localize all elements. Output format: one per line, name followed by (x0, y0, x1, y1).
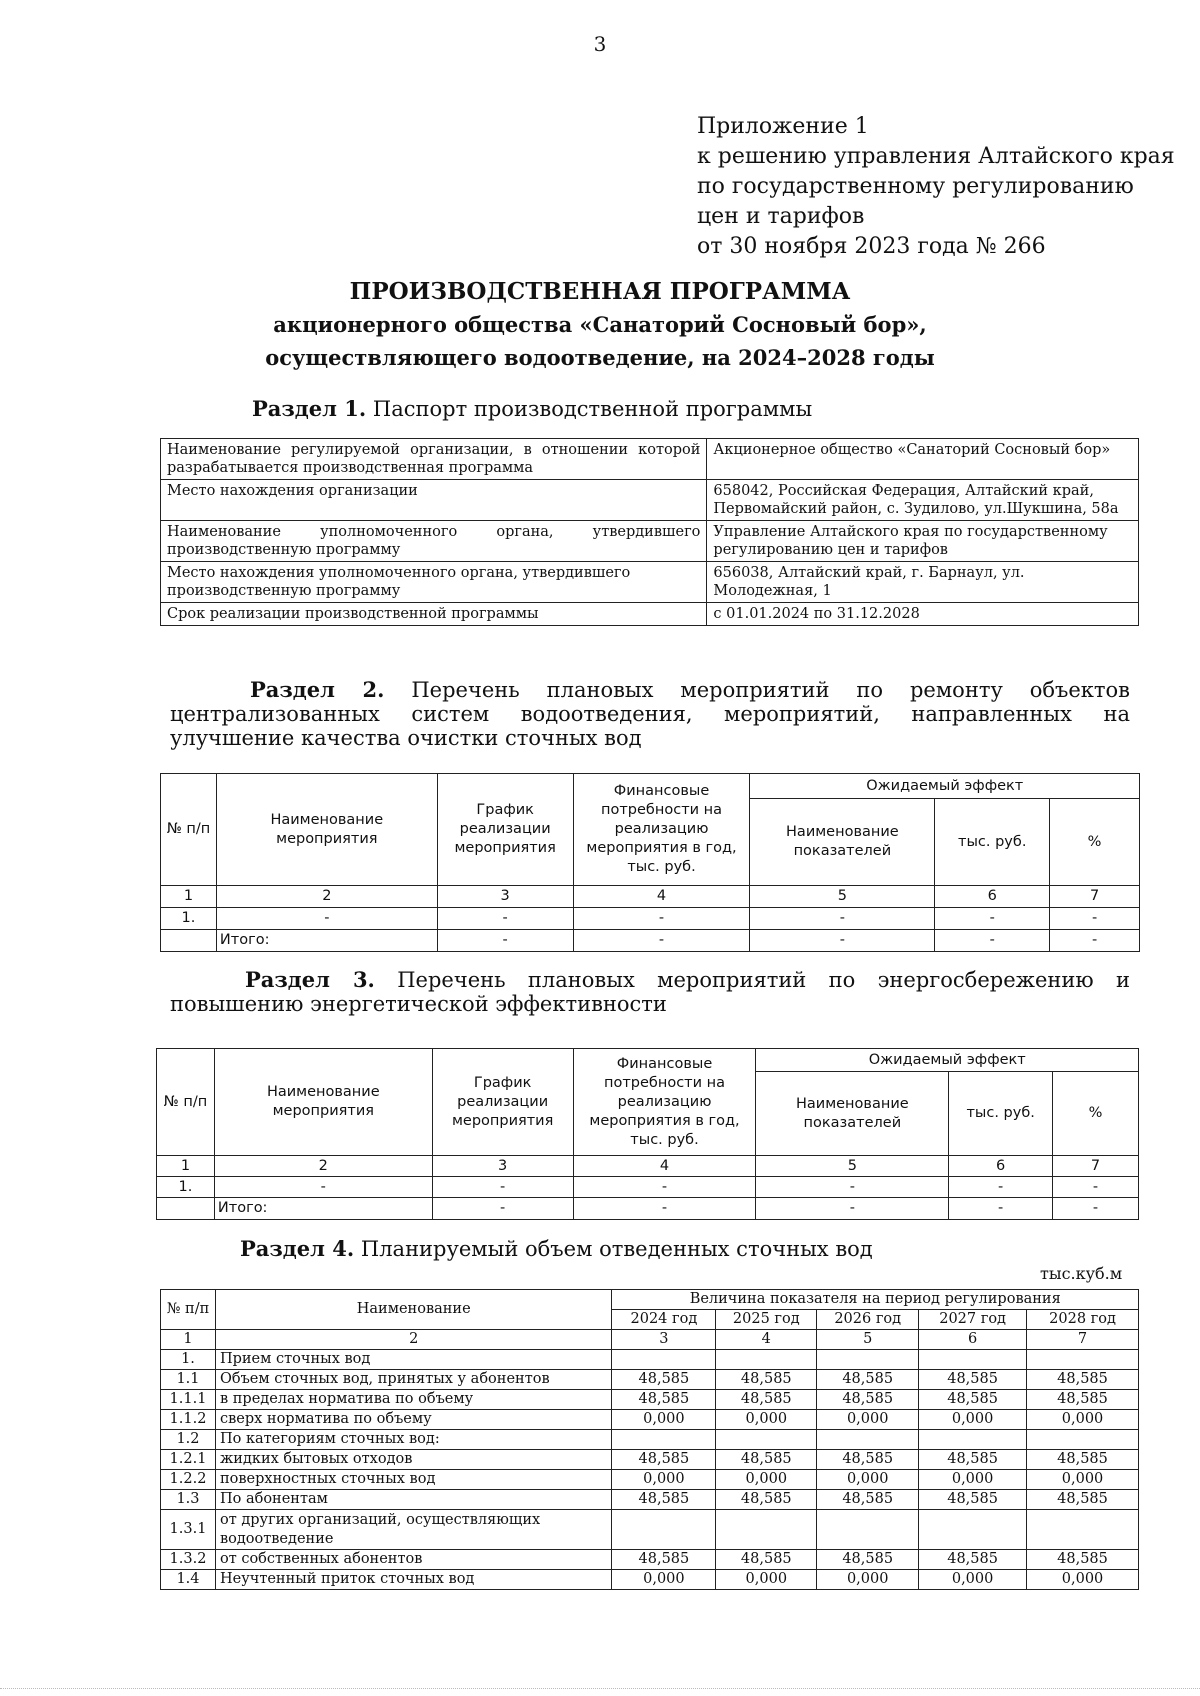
col-number: 2 (215, 1330, 611, 1350)
header-schedule: График реализации мероприятия (437, 774, 573, 886)
row-value: 48,585 (1027, 1490, 1139, 1510)
passport-name-cell: Место нахождения организации (161, 480, 707, 521)
row-name: Неучтенный приток сточных вод (215, 1570, 611, 1590)
header-year: 2027 год (919, 1310, 1027, 1330)
row-value: 48,585 (919, 1490, 1027, 1510)
column-number-row (161, 886, 1140, 908)
row-name: жидких бытовых отходов (215, 1450, 611, 1470)
header-percent: % (1050, 799, 1140, 886)
row-value: 48,585 (919, 1390, 1027, 1410)
row-number: 1.4 (161, 1570, 216, 1590)
row-name: поверхностных сточных вод (215, 1470, 611, 1490)
row-value: 0,000 (1027, 1410, 1139, 1430)
appendix-line: цен и тарифов (697, 204, 865, 229)
cell: - (573, 930, 750, 952)
table-row (161, 1550, 1139, 1570)
header-name: Наименование мероприятия (214, 1049, 432, 1156)
row-name: По категориям сточных вод: (215, 1430, 611, 1450)
total-label: Итого: (214, 1198, 432, 1220)
unit-label: тыс.куб.м (1040, 1264, 1123, 1283)
row-name: от собственных абонентов (215, 1550, 611, 1570)
header-name: Наименование (215, 1290, 611, 1330)
row-value: 0,000 (612, 1410, 716, 1430)
appendix-line: к решению управления Алтайского края (697, 144, 1175, 169)
volume-rows (161, 1350, 1139, 1590)
row-value: 48,585 (919, 1370, 1027, 1390)
table-row (161, 439, 1139, 480)
row-value: 0,000 (919, 1470, 1027, 1490)
passport-table (160, 438, 1139, 626)
row-value (612, 1430, 716, 1450)
row-value: 0,000 (716, 1410, 817, 1430)
row-value: 48,585 (612, 1390, 716, 1410)
row-number: 1.1.1 (161, 1390, 216, 1410)
col-number: 7 (1050, 886, 1140, 908)
row-value: 0,000 (1027, 1570, 1139, 1590)
title-line-1: ПРОИЗВОДСТВЕННАЯ ПРОГРАММА (349, 278, 851, 305)
cell: - (756, 1198, 949, 1220)
col-number: 2 (214, 1156, 432, 1177)
table-row (161, 1370, 1139, 1390)
header-thousand-rub: тыс. руб. (935, 799, 1050, 886)
header-num: № п/п (157, 1049, 215, 1156)
row-value: 48,585 (1027, 1390, 1139, 1410)
cell: - (1050, 908, 1140, 930)
row-name: Объем сточных вод, принятых у абонентов (215, 1370, 611, 1390)
row-number: 1.2.1 (161, 1450, 216, 1470)
passport-value-cell: с 01.01.2024 по 31.12.2028 (707, 603, 1139, 626)
row-value (1027, 1430, 1139, 1450)
col-number: 7 (1027, 1330, 1139, 1350)
row-value: 48,585 (716, 1390, 817, 1410)
table-row (161, 908, 1140, 930)
row-value (716, 1510, 817, 1550)
col-number: 1 (161, 1330, 216, 1350)
passport-name-cell: Срок реализации производственной программы (161, 603, 707, 626)
col-number: 6 (935, 886, 1050, 908)
row-value: 48,585 (716, 1370, 817, 1390)
cell: - (750, 908, 935, 930)
passport-name-cell: Наименование уполномоченного органа, утвердившего производственную программу (161, 521, 707, 562)
cell: - (1050, 930, 1140, 952)
section2-title: Перечень плановых мероприятий по ремонту объектов централизованных систем водоотведения, мероприятий, направленных на улучшение качества очистки сточных вод (170, 678, 1130, 750)
passport-value-cell: Управление Алтайского края по государственному регулированию цен и тарифов (707, 521, 1139, 562)
column-number-row (161, 1330, 1139, 1350)
cell: - (437, 908, 573, 930)
row-value: 0,000 (817, 1570, 919, 1590)
row-value: 48,585 (612, 1550, 716, 1570)
header-indicators: Наименование показателей (756, 1072, 949, 1156)
table-row (161, 603, 1139, 626)
col-number: 5 (750, 886, 935, 908)
row-name: в пределах норматива по объему (215, 1390, 611, 1410)
row-value: 48,585 (716, 1490, 817, 1510)
row-name: сверх норматива по объему (215, 1410, 611, 1430)
section3-heading (170, 968, 1130, 1016)
header-year: 2026 год (817, 1310, 919, 1330)
repair-activities-table (160, 773, 1140, 952)
table-row (161, 1510, 1139, 1550)
row-value: 48,585 (612, 1450, 716, 1470)
header-effect: Ожидаемый эффект (756, 1049, 1139, 1072)
table-row (161, 562, 1139, 603)
row-value: 0,000 (716, 1470, 817, 1490)
appendix-line: Приложение 1 (697, 114, 869, 139)
row-value: 0,000 (817, 1470, 919, 1490)
cell: - (214, 1177, 432, 1198)
total-row (161, 930, 1140, 952)
col-number: 6 (949, 1156, 1053, 1177)
column-number-row (157, 1156, 1139, 1177)
appendix-line: от 30 ноября 2023 года № 266 (697, 234, 1046, 259)
table-row (161, 1490, 1139, 1510)
row-value: 48,585 (1027, 1550, 1139, 1570)
title-line-3: осуществляющего водоотведение, на 2024–2028 годы (265, 345, 935, 370)
section1-title: Паспорт производственной программы (372, 397, 813, 421)
col-number: 3 (612, 1330, 716, 1350)
section2-label: Раздел 2. (250, 677, 385, 702)
col-number: 5 (817, 1330, 919, 1350)
row-value: 48,585 (1027, 1370, 1139, 1390)
section4-title: Планируемый объем отведенных сточных вод (360, 1237, 873, 1261)
section4-label: Раздел 4. (240, 1236, 355, 1261)
header-finance: Финансовые потребности на реализацию мероприятия в год, тыс. руб. (573, 774, 750, 886)
row-value: 48,585 (716, 1450, 817, 1470)
cell: - (437, 930, 573, 952)
table-row (161, 1390, 1139, 1410)
appendix-block (697, 112, 1175, 262)
cell: - (935, 930, 1050, 952)
row-value (817, 1510, 919, 1550)
row-value: 48,585 (612, 1490, 716, 1510)
header-effect: Ожидаемый эффект (750, 774, 1140, 799)
row-number: 1.3 (161, 1490, 216, 1510)
row-number: 1.2.2 (161, 1470, 216, 1490)
cell: - (756, 1177, 949, 1198)
header-num: № п/п (161, 1290, 216, 1330)
row-value: 0,000 (612, 1470, 716, 1490)
table-row (161, 480, 1139, 521)
row-value: 0,000 (817, 1410, 919, 1430)
cell: - (1053, 1198, 1139, 1220)
cell: - (432, 1198, 573, 1220)
header-percent: % (1053, 1072, 1139, 1156)
cell: - (573, 908, 750, 930)
section3-label: Раздел 3. (245, 967, 375, 992)
energy-saving-table (156, 1048, 1139, 1220)
row-value: 0,000 (716, 1570, 817, 1590)
col-number: 2 (216, 886, 437, 908)
row-value: 0,000 (919, 1410, 1027, 1430)
table-row (161, 1410, 1139, 1430)
row-value (612, 1350, 716, 1370)
row-name: Прием сточных вод (215, 1350, 611, 1370)
cell: - (432, 1177, 573, 1198)
row-value: 48,585 (919, 1550, 1027, 1570)
cell: - (573, 1177, 756, 1198)
table-row (157, 1177, 1139, 1198)
document-title (0, 275, 1200, 374)
row-value (612, 1510, 716, 1550)
section1-heading (252, 397, 812, 421)
row-value: 0,000 (919, 1570, 1027, 1590)
cell: 1. (161, 908, 217, 930)
row-name: По абонентам (215, 1490, 611, 1510)
row-value: 48,585 (817, 1450, 919, 1470)
cell: - (935, 908, 1050, 930)
table-row (161, 1450, 1139, 1470)
col-number: 3 (432, 1156, 573, 1177)
cell (157, 1198, 215, 1220)
row-value: 48,585 (817, 1490, 919, 1510)
row-value: 48,585 (1027, 1450, 1139, 1470)
col-number: 4 (573, 1156, 756, 1177)
row-number: 1.1.2 (161, 1410, 216, 1430)
header-year: 2028 год (1027, 1310, 1139, 1330)
col-number: 7 (1053, 1156, 1139, 1177)
cell (161, 930, 217, 952)
row-number: 1.2 (161, 1430, 216, 1450)
row-value (817, 1430, 919, 1450)
passport-value-cell: 656038, Алтайский край, г. Барнаул, ул. Молодежная, 1 (707, 562, 1139, 603)
row-value (919, 1350, 1027, 1370)
section1-label: Раздел 1. (252, 396, 367, 421)
row-value (817, 1350, 919, 1370)
row-number: 1.3.1 (161, 1510, 216, 1550)
row-value: 48,585 (612, 1370, 716, 1390)
table-row (161, 1470, 1139, 1490)
row-value: 0,000 (1027, 1470, 1139, 1490)
table-row (161, 1350, 1139, 1370)
cell: 1. (157, 1177, 215, 1198)
row-value (716, 1430, 817, 1450)
total-row (157, 1198, 1139, 1220)
row-value: 48,585 (716, 1550, 817, 1570)
header-year: 2024 год (612, 1310, 716, 1330)
col-number: 4 (573, 886, 750, 908)
section4-heading (240, 1237, 873, 1261)
header-num: № п/п (161, 774, 217, 886)
scan-edge-divider (0, 1688, 1200, 1689)
title-line-2: акционерного общества «Санаторий Сосновый бор», (273, 312, 927, 337)
row-number: 1. (161, 1350, 216, 1370)
cell: - (216, 908, 437, 930)
col-number: 1 (157, 1156, 215, 1177)
row-value (1027, 1510, 1139, 1550)
cell: - (573, 1198, 756, 1220)
cell: - (1053, 1177, 1139, 1198)
col-number: 4 (716, 1330, 817, 1350)
table-row (161, 521, 1139, 562)
section3-title: Перечень плановых мероприятий по энергосбережению и повышению энергетической эффективности (170, 968, 1130, 1016)
appendix-line: по государственному регулированию (697, 174, 1134, 199)
row-value: 48,585 (817, 1370, 919, 1390)
col-number: 3 (437, 886, 573, 908)
cell: - (949, 1177, 1053, 1198)
row-number: 1.1 (161, 1370, 216, 1390)
total-label: Итого: (216, 930, 437, 952)
row-number: 1.3.2 (161, 1550, 216, 1570)
row-value: 48,585 (919, 1450, 1027, 1470)
header-name: Наименование мероприятия (216, 774, 437, 886)
header-year: 2025 год (716, 1310, 817, 1330)
col-number: 6 (919, 1330, 1027, 1350)
row-value (919, 1510, 1027, 1550)
cell: - (949, 1198, 1053, 1220)
row-value: 0,000 (612, 1570, 716, 1590)
row-value: 48,585 (817, 1550, 919, 1570)
col-number: 1 (161, 886, 217, 908)
row-value (716, 1350, 817, 1370)
passport-name-cell: Место нахождения уполномоченного органа, утвердившего производственную программу (161, 562, 707, 603)
header-schedule: График реализации мероприятия (432, 1049, 573, 1156)
header-period: Величина показателя на период регулирования (612, 1290, 1139, 1310)
section2-heading (170, 678, 1130, 750)
col-number: 5 (756, 1156, 949, 1177)
header-thousand-rub: тыс. руб. (949, 1072, 1053, 1156)
wastewater-volume-table (160, 1289, 1139, 1590)
row-value (919, 1430, 1027, 1450)
passport-name-cell: Наименование регулируемой организации, в отношении которой разрабатывается производственная программа (161, 439, 707, 480)
passport-value-cell: Акционерное общество «Санаторий Сосновый бор» (707, 439, 1139, 480)
passport-value-cell: 658042, Российская Федерация, Алтайский край, Первомайский район, с. Зудилово, ул.Шукшина, 58а (707, 480, 1139, 521)
header-finance: Финансовые потребности на реализацию мероприятия в год, тыс. руб. (573, 1049, 756, 1156)
table-row (161, 1570, 1139, 1590)
row-value (1027, 1350, 1139, 1370)
row-name: от других организаций, осуществляющих водоотведение (215, 1510, 611, 1550)
header-indicators: Наименование показателей (750, 799, 935, 886)
page-number: 3 (593, 32, 607, 56)
cell: - (750, 930, 935, 952)
table-row (161, 1430, 1139, 1450)
row-value: 48,585 (817, 1390, 919, 1410)
